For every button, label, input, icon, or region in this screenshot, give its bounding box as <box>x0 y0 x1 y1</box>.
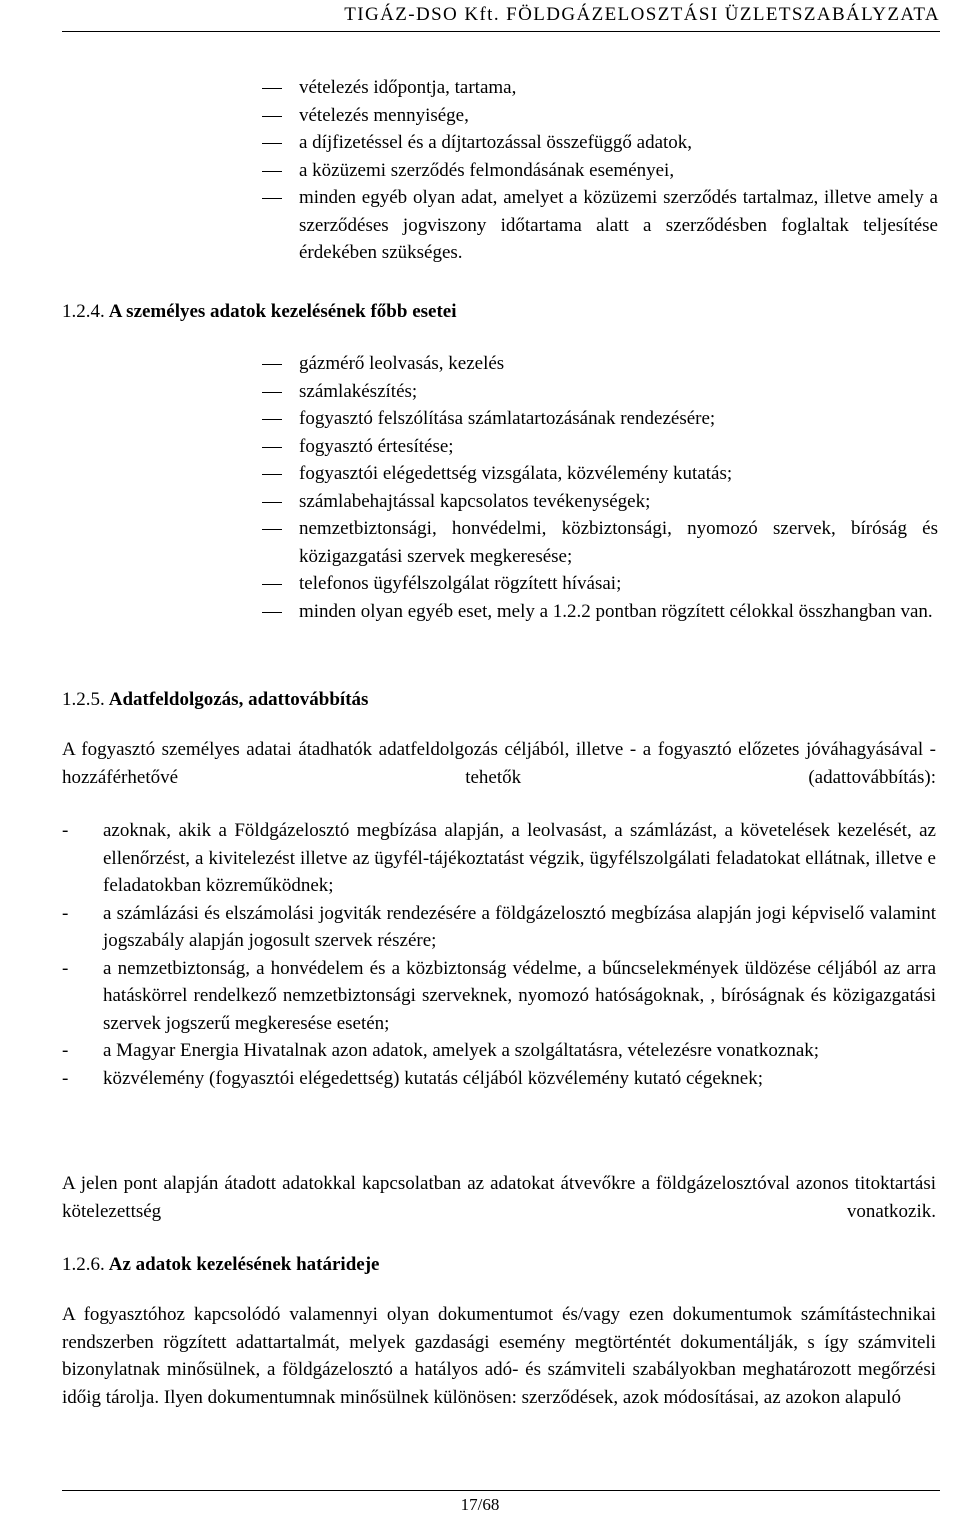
section-heading-1-2-6 <box>62 1251 379 1279</box>
section-number: 1.2.5. <box>62 689 105 710</box>
page-header: TIGÁZ-DSO Kft. FÖLDGÁZELOSZTÁSI ÜZLETSZABÁLYZATA <box>344 4 940 25</box>
section-number: 1.2.4. <box>62 301 105 322</box>
section-title: Adatfeldolgozás, adattovábbítás <box>108 689 369 710</box>
section-heading-1-2-5 <box>62 686 368 714</box>
paragraph-1-2-6: A fogyasztóhoz kapcsolódó valamennyi olyan dokumentumot és/vagy ezen dokumentumok számítástechnikai rendszerben rögzített adattartalmát, melyek gazdasági esemény megtörténtét dokumentálják, s így számviteli bizonylatnak minősülnek, a földgázelosztó a hatályos adó- és számviteli szabályokban meghatározott megőrzési időig tárolja. Ilyen dokumentumnak minősülnek különösen: szerződések, azok módosításai, az azokon alapuló <box>62 1304 936 1408</box>
recipients-list <box>62 817 936 1092</box>
list-item: fogyasztó felszólítása számlatartozásának rendezésére; <box>262 405 938 433</box>
list-item: a közüzemi szerződés felmondásának eseményei, <box>262 157 938 185</box>
list-item: - közvélemény (fogyasztói elégedettség) kutatás céljából közvélemény kutató cégeknek; <box>62 1065 936 1093</box>
list-item: - azoknak, akik a Földgázelosztó megbízása alapján, a leolvasást, a számlázást, a követelések kezelését, az ellenőrzést, a kivitelezést illetve az ügyfél-tájékoztatást végzik, ügyfélszolgálati feladatokat ellátnak, illetve e feladatokban közreműködnek; <box>62 817 936 900</box>
paragraph-1-2-5-intro: A fogyasztó személyes adatai átadhatók adatfeldolgozás céljából, illetve - a fogyasztó előzetes jóváhagyásával - hozzáférhetővé tehetők (adattovábbítás): <box>62 739 936 788</box>
section-title: Az adatok kezelésének határideje <box>108 1254 380 1275</box>
list-item: vételezés mennyisége, <box>262 102 938 130</box>
list-item: minden olyan egyéb eset, mely a 1.2.2 pontban rögzített célokkal összhangban van. <box>262 598 938 626</box>
page-number: 17/68 <box>460 1495 500 1514</box>
list-item: fogyasztó értesítése; <box>262 433 938 461</box>
list-item: minden egyéb olyan adat, amelyet a közüzemi szerződés tartalmaz, illetve amely a szerződéses jogviszony időtartama alatt a szerződésben foglaltak teljesítése érdekében szükséges. <box>262 184 938 267</box>
section-title: A személyes adatok kezelésének főbb esetei <box>108 301 457 322</box>
paragraph-1-2-5-outro: A jelen pont alapján átadott adatokkal kapcsolatban az adatokat átvevőkre a földgázelosztóval azonos titoktartási kötelezettség vonatkozik. <box>62 1173 936 1222</box>
list-item: nemzetbiztonsági, honvédelmi, közbiztonsági, nyomozó szervek, bíróság és közigazgatási szervek megkeresése; <box>262 515 938 570</box>
list-item: gázmérő leolvasás, kezelés <box>262 350 938 378</box>
list-item: - a számlázási és elszámolási jogviták rendezésére a földgázelosztó megbízása alapján jogi képviselő valamint jogszabály alapján jogosult szervek részére; <box>62 900 936 955</box>
list-item: a díjfizetéssel és a díjtartozással összefüggő adatok, <box>262 129 938 157</box>
list-item: fogyasztói elégedettség vizsgálata, közvélemény kutatás; <box>262 460 938 488</box>
section-number: 1.2.6. <box>62 1254 105 1275</box>
list-item: telefonos ügyfélszolgálat rögzített hívásai; <box>262 570 938 598</box>
data-list-top <box>262 74 938 267</box>
footer-divider <box>62 1490 940 1491</box>
list-item: - a nemzetbiztonság, a honvédelem és a közbiztonság védelme, a bűncselekmények üldözése céljából az arra hatáskörrel rendelkező nemzetbiztonsági szerveknek, nyomozó hatóságoknak, , bíróságnak és közigazgatási szervek jogszerű megkeresése esetén; <box>62 955 936 1038</box>
list-item: - a Magyar Energia Hivatalnak azon adatok, amelyek a szolgáltatásra, vételezésre vonatkoznak; <box>62 1037 936 1065</box>
list-item: számlakészítés; <box>262 378 938 406</box>
processing-cases-list <box>262 350 938 625</box>
section-heading-1-2-4 <box>62 298 457 326</box>
header-divider <box>62 31 940 32</box>
list-item: számlabehajtással kapcsolatos tevékenységek; <box>262 488 938 516</box>
list-item: vételezés időpontja, tartama, <box>262 74 938 102</box>
